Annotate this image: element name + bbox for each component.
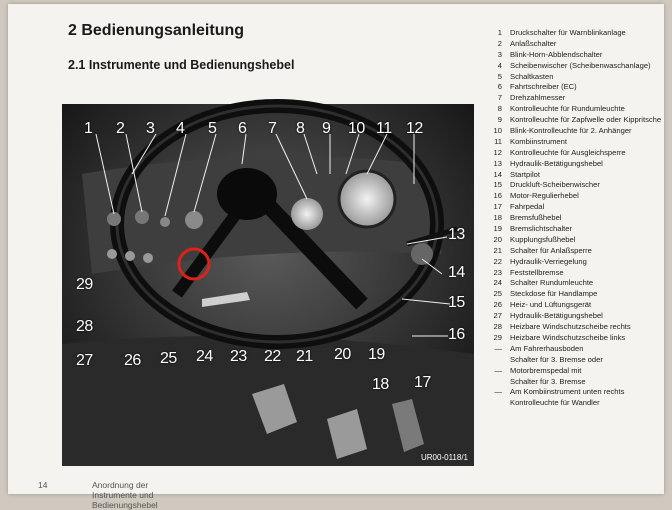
legend-number: 20	[493, 234, 502, 244]
legend-number: 8	[497, 104, 502, 114]
callout-28: 28	[76, 318, 93, 335]
legend-number: 15	[493, 180, 502, 190]
callout-17: 17	[414, 374, 431, 391]
manual-page	[8, 4, 664, 510]
legend-text: Kontrolleuchte für Wandler	[510, 398, 600, 408]
legend-number: 5	[497, 71, 502, 81]
callout-14: 14	[448, 264, 465, 281]
callout-25: 25	[160, 350, 177, 367]
legend-text: Blink-Horn-Abblendschalter	[510, 49, 603, 59]
callout-23: 23	[230, 348, 247, 365]
legend-item	[488, 344, 668, 355]
legend-text: Motor-Regulierhebel	[510, 191, 579, 201]
legend-text: Am Fahrerhausboden	[510, 343, 584, 353]
legend-number: 13	[493, 158, 502, 168]
legend-item	[488, 180, 668, 191]
legend-number: 12	[493, 147, 502, 157]
legend-text: Fahrtschreiber (EC)	[510, 82, 577, 92]
legend-number: —	[494, 387, 502, 397]
legend-number: 2	[497, 38, 502, 48]
legend-item	[488, 170, 668, 181]
legend-text: Feststellbremse	[510, 267, 564, 277]
legend-item	[488, 159, 668, 170]
legend-item	[488, 213, 668, 224]
page-heading: 2 Bedienungsanleitung	[68, 22, 245, 39]
legend-text: Motorbremspedal mit	[510, 365, 582, 375]
legend-text: Blink-Kontrolleuchte für 2. Anhänger	[510, 126, 632, 136]
legend-text: Kontrolleuchte für Zapfwelle oder Kippritsche	[510, 115, 662, 125]
legend-item	[488, 366, 668, 377]
callout-27: 27	[76, 352, 93, 369]
callout-20: 20	[334, 346, 351, 363]
legend-number: 18	[493, 213, 502, 223]
legend-number: 3	[497, 49, 502, 59]
legend-item	[488, 82, 668, 93]
callout-15: 15	[448, 294, 465, 311]
legend-text: Am Kombiinstrument unten rechts	[510, 387, 625, 397]
legend-item	[488, 28, 668, 39]
legend-item	[488, 398, 668, 409]
legend-item	[488, 224, 668, 235]
legend-item	[488, 39, 668, 50]
legend-number: 11	[494, 136, 502, 146]
legend-text: Steckdose für Handlampe	[510, 289, 598, 299]
legend-number: 24	[493, 278, 502, 288]
legend-text: Schalter für 3. Bremse	[510, 376, 586, 386]
callout-22: 22	[264, 348, 281, 365]
legend-text: Hydraulik-Verriegelung	[510, 256, 587, 266]
legend-item	[488, 387, 668, 398]
callout-29: 29	[76, 276, 93, 293]
legend-item	[488, 333, 668, 344]
callout-16: 16	[448, 326, 465, 343]
figure-reference: UR00-0118/1	[421, 453, 468, 462]
legend-text: Anlaßschalter	[510, 38, 557, 48]
legend-item	[488, 202, 668, 213]
legend-number: 9	[497, 115, 502, 125]
legend-item	[488, 191, 668, 202]
legend-item	[488, 93, 668, 104]
legend-number: —	[494, 343, 502, 353]
legend-text: Bremsfußhebel	[510, 213, 562, 223]
callout-24: 24	[196, 348, 213, 365]
legend-text: Scheibenwischer (Scheibenwaschanlage)	[510, 60, 651, 70]
legend-item	[488, 126, 668, 137]
legend-text: Kontrolleuchte für Ausgleichsperre	[510, 147, 626, 157]
legend-item	[488, 377, 668, 388]
legend-text: Schalter für 3. Bremse oder	[510, 354, 603, 364]
legend-text: Druckschalter für Warnblinkanlage	[510, 28, 626, 37]
legend-text: Kupplungsfußhebel	[510, 234, 576, 244]
legend-number: 26	[493, 300, 502, 310]
legend-item	[488, 235, 668, 246]
legend-number: 1	[497, 28, 502, 37]
legend-text: Druckluft-Scheibenwischer	[510, 180, 600, 190]
callout-8: 8	[296, 120, 305, 137]
legend-text: Bremslichtschalter	[510, 224, 573, 234]
legend-text: Fahrpedal	[510, 202, 545, 212]
legend-number: 14	[493, 169, 502, 179]
legend-text: Kombiinstrument	[510, 136, 567, 146]
legend-number: 7	[497, 93, 502, 103]
legend-text: Hydraulik-Betätigungshebel	[510, 311, 603, 321]
legend-text: Heiz- und Lüftungsgerät	[510, 300, 592, 310]
callout-4: 4	[176, 120, 185, 137]
legend-item	[488, 355, 668, 366]
legend-number: 25	[493, 289, 502, 299]
page-number: 14	[38, 480, 48, 490]
legend-number: 4	[497, 60, 502, 70]
legend-item	[488, 278, 668, 289]
callout-2: 2	[116, 120, 125, 137]
legend-text: Schaltkasten	[510, 71, 554, 81]
callout-9: 9	[322, 120, 331, 137]
legend-item	[488, 50, 668, 61]
legend-item	[488, 137, 668, 148]
legend-item	[488, 289, 668, 300]
legend-text: Heizbare Windschutzscheibe links	[510, 332, 626, 342]
legend-number: 29	[493, 332, 502, 342]
legend-item	[488, 72, 668, 83]
callout-13: 13	[448, 226, 465, 243]
figure-caption: Anordnung der Instrumente und Bedienungshebel	[92, 480, 158, 510]
legend-item	[488, 311, 668, 322]
legend-number: 21	[493, 245, 502, 255]
callout-6: 6	[238, 120, 247, 137]
callout-19: 19	[368, 346, 385, 363]
legend-item	[488, 322, 668, 333]
dashboard-photo	[62, 104, 474, 466]
callout-10: 10	[348, 120, 365, 137]
legend-item	[488, 257, 668, 268]
legend-item	[488, 148, 668, 159]
legend-number: 16	[493, 191, 502, 201]
callout-3: 3	[146, 120, 155, 137]
legend-number: 23	[493, 267, 502, 277]
legend-text: Startpilot	[510, 169, 540, 179]
legend-item	[488, 246, 668, 257]
legend-text: Schalter Rundumleuchte	[510, 278, 594, 288]
legend-number: —	[494, 365, 502, 375]
legend-text: Heizbare Windschutzscheibe rechts	[510, 322, 631, 332]
callout-5: 5	[208, 120, 217, 137]
callout-7: 7	[268, 120, 277, 137]
legend-number: 19	[493, 224, 502, 234]
callout-21: 21	[296, 348, 313, 365]
legend-item	[488, 61, 668, 72]
callout-26: 26	[124, 352, 141, 369]
callout-11: 11	[376, 120, 392, 137]
dashboard-illustration	[62, 104, 474, 466]
legend-item	[488, 300, 668, 311]
legend-text: Hydraulik-Betätigungshebel	[510, 158, 603, 168]
legend-text: Schalter für Anlaßsperre	[510, 245, 592, 255]
legend-number: 10	[493, 126, 502, 136]
legend-number: 6	[497, 82, 502, 92]
legend-number: 17	[493, 202, 502, 212]
section-heading: 2.1 Instrumente und Bedienungshebel	[68, 58, 295, 72]
legend-item	[488, 268, 668, 279]
callout-1: 1	[84, 120, 93, 137]
legend-list	[488, 28, 668, 409]
callout-18: 18	[372, 376, 389, 393]
legend-number: 28	[493, 322, 502, 332]
legend-text: Drehzahlmesser	[510, 93, 566, 103]
callout-12: 12	[406, 120, 423, 137]
legend-text: Kontrolleuchte für Rundumleuchte	[510, 104, 625, 114]
legend-number: 22	[493, 256, 502, 266]
legend-number: 27	[493, 311, 502, 321]
legend-item	[488, 115, 668, 126]
legend-item	[488, 104, 668, 115]
